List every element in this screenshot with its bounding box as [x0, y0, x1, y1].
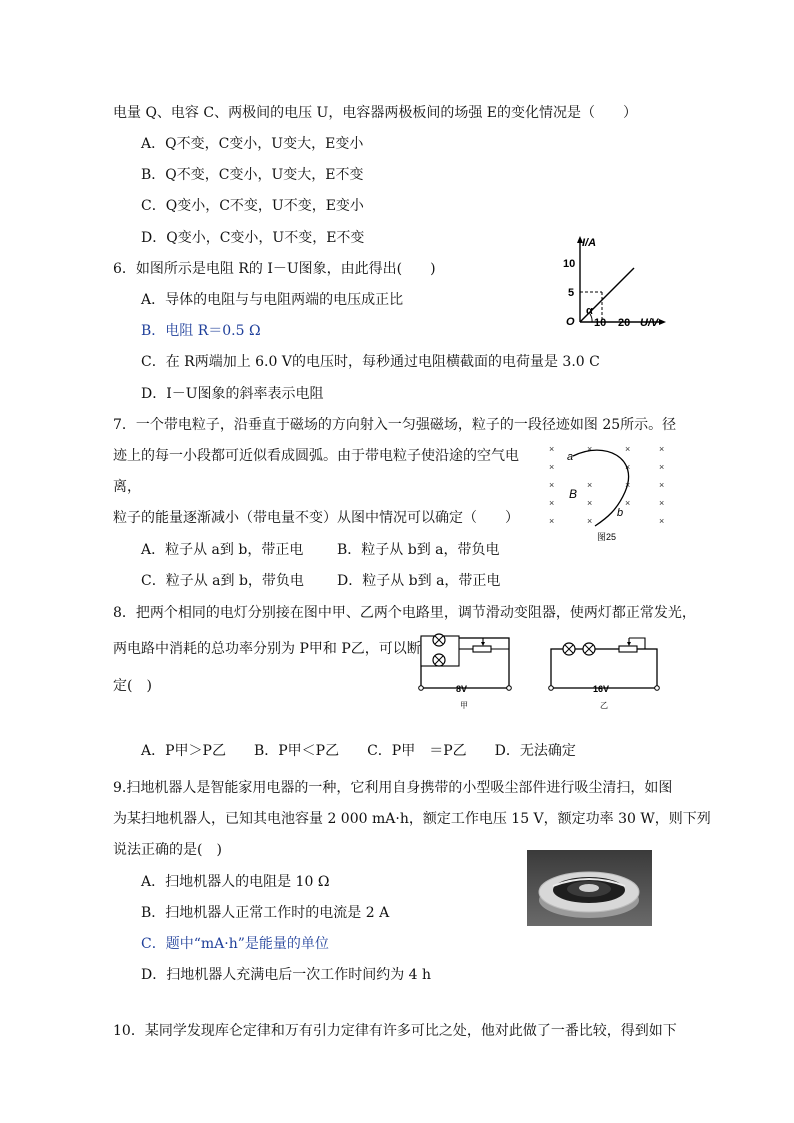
circuit-jia [415, 630, 515, 712]
q6-option-a: A．导体的电阻与与电阻两端的电压成正比 [141, 292, 404, 308]
svg-text:×: × [659, 462, 665, 472]
rheostat-icon [619, 646, 637, 652]
magnetic-field-figure [545, 440, 670, 544]
svg-text:×: × [587, 444, 593, 454]
svg-text:×: × [549, 480, 555, 490]
q6-option-b: B．电阻 R＝0.5 Ω [141, 323, 261, 339]
q5-option-d: D．Q变小，C变小，U不变，E不变 [141, 230, 365, 246]
q6-stem: 6．如图所示是电阻 R的 I－U图象，由此得出( ) [113, 261, 436, 277]
svg-text:×: × [659, 498, 665, 508]
q8-options: A．P甲＞P乙 B．P甲＜P乙 C．P甲 ＝P乙 D．无法确定 [141, 743, 576, 759]
svg-text:×: × [659, 480, 665, 490]
circuit-yi-caption: 乙 [600, 701, 608, 710]
q9-option-b: B．扫地机器人正常工作时的电流是 2 A [141, 905, 390, 921]
svg-text:×: × [549, 444, 555, 454]
q7-line2: 迹上的每一小段都可近似看成圆弧。由于带电粒子使沿途的空气电 [113, 448, 519, 464]
q6-option-d: D．I－U图象的斜率表示电阻 [141, 386, 324, 402]
q8-line1: 8．把两个相同的电灯分别接在图中甲、乙两个电路里，调节滑动变阻器，使两灯都正常发光， [113, 605, 696, 621]
iu-x-tick-20: 20 [618, 317, 631, 329]
iu-y-label: I/A [582, 237, 597, 249]
svg-text:×: × [659, 444, 665, 454]
q9-option-a: A．扫地机器人的电阻是 10 Ω [141, 874, 330, 890]
label-B: B [569, 487, 578, 501]
svg-text:×: × [549, 516, 555, 526]
q7-line3: 离， [113, 479, 141, 495]
rheostat-icon [473, 646, 491, 652]
q5-stem: 电量 Q、电容 C、两极间的电压 U，电容器两极板间的场强 E的变化情况是（ ） [113, 105, 638, 121]
fig25-caption: 图25 [597, 532, 617, 542]
q10-line1: 10．某同学发现库仑定律和万有引力定律有许多可比之处，他对此做了一番比较，得到如下 [113, 1023, 677, 1039]
q9-option-d: D．扫地机器人充满电后一次工作时间约为 4 h [141, 967, 432, 983]
svg-text:×: × [549, 498, 555, 508]
iu-x-tick-10: 10 [594, 317, 607, 329]
q9-option-c: C．题中“mA·h”是能量的单位 [141, 936, 329, 952]
iu-y-tick-10: 10 [563, 258, 576, 270]
svg-text:×: × [625, 480, 631, 490]
q5-option-c: C．Q变小，C不变，U不变，E变小 [141, 198, 364, 214]
circuit-yi [545, 630, 663, 712]
iu-x-label: U/V [640, 317, 659, 329]
label-b: b [617, 507, 624, 519]
q7-option-c: C．粒子从 a到 b，带负电 [141, 573, 304, 589]
iu-alpha: α [586, 305, 593, 317]
iu-x-arrow [659, 319, 666, 325]
q7-option-b: B．粒子从 b到 a，带负电 [337, 542, 500, 558]
q9-line3: 说法正确的是( ) [113, 842, 222, 858]
robot-vacuum-image [527, 850, 652, 926]
iu-graph [560, 234, 670, 330]
q6-option-c: C．在 R两端加上 6.0 V的电压时，每秒通过电阻横截面的电荷量是 3.0 C [141, 354, 600, 370]
q9-line2: 为某扫地机器人，已知其电池容量 2 000 mA·h，额定工作电压 15 V，额定功率 30 W，则下列 [113, 811, 711, 827]
svg-text:×: × [549, 462, 555, 472]
circuit-yi-voltage: 16V [593, 684, 610, 694]
svg-text:×: × [587, 498, 593, 508]
q7-option-d: D．粒子从 b到 a，带正电 [337, 573, 501, 589]
q8-line3: 定( ) [113, 678, 152, 694]
q7-line4: 粒子的能量逐渐减小（带电量不变）从图中情况可以确定（ ） [113, 510, 519, 526]
label-a: a [567, 451, 574, 463]
q7-option-a: A．粒子从 a到 b，带正电 [141, 542, 304, 558]
svg-text:×: × [625, 498, 631, 508]
q8-line2: 两电路中消耗的总功率分别为 P甲和 P乙，可以断 [113, 641, 421, 657]
svg-text:×: × [587, 516, 593, 526]
svg-text:×: × [625, 444, 631, 454]
q5-option-a: A．Q不变，C变小，U变大，E变小 [141, 136, 364, 152]
q9-line1: 9.扫地机器人是智能家用电器的一种，它利用自身携带的小型吸尘部件进行吸尘清扫，如图 [113, 780, 673, 796]
q7-line1: 7．一个带电粒子，沿垂直于磁场的方向射入一匀强磁场，粒子的一段径迹如图 25所示。径 [113, 417, 677, 433]
svg-text:×: × [625, 462, 631, 472]
circuit-jia-caption: 甲 [460, 701, 468, 710]
svg-text:×: × [587, 480, 593, 490]
svg-text:×: × [659, 516, 665, 526]
circuit-jia-voltage: 8V [456, 684, 468, 694]
iu-y-tick-5: 5 [568, 287, 575, 299]
iu-origin: O [566, 316, 575, 328]
q5-option-b: B．Q不变，C变小，U变大，E不变 [141, 167, 364, 183]
